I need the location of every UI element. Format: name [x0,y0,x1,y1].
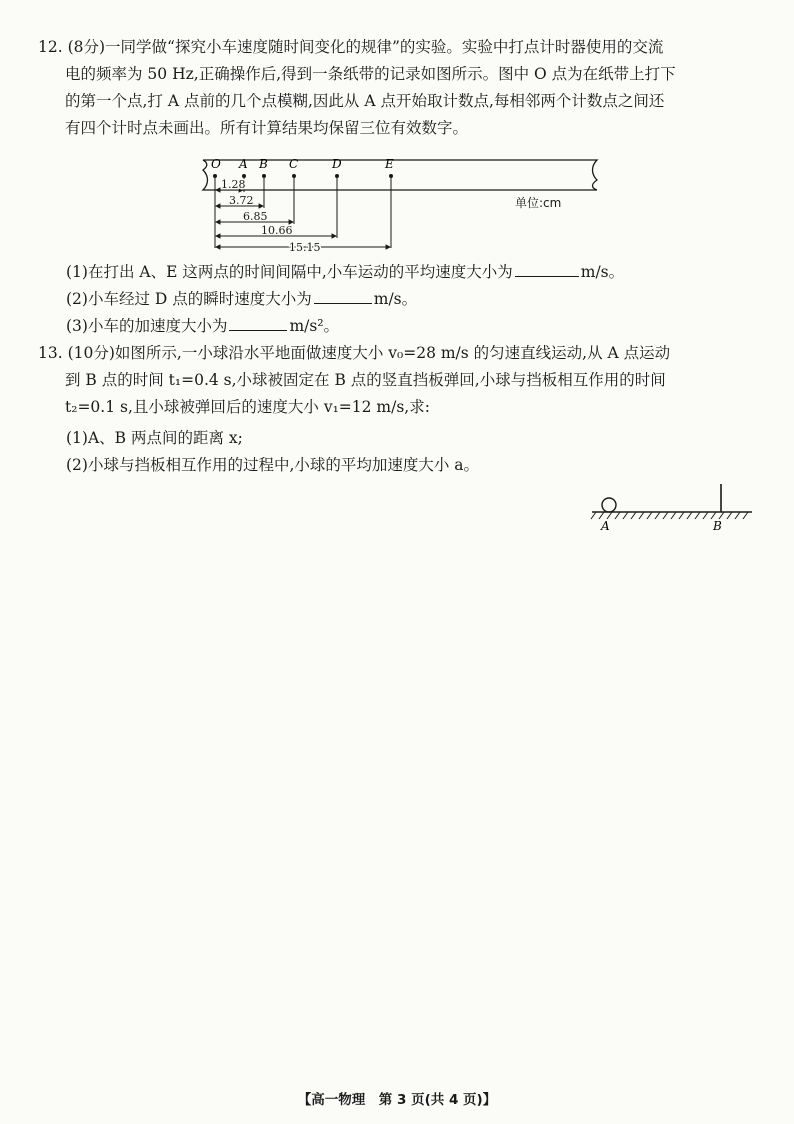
point-label-a: A [239,157,248,171]
point-label-c: C [289,157,299,171]
q12-sub-1-text: (1)在打出 A、E 这两点的时间间隔中,小车运动的平均速度大小为 [66,263,513,281]
distance-label-ob: 3.72 [229,194,254,207]
q12-sub-2-text: (2)小车经过 D 点的瞬时速度大小为 [66,290,312,308]
distance-label-oe: 15.15 [289,241,321,254]
distance-label-od: 10.66 [261,224,293,237]
point-label-e: E [385,157,394,171]
q12-line-3: 的第一个点,打 A 点前的几个点模糊,因此从 A 点开始取计数点,每相邻两个计数点之间还 [65,92,665,110]
distance-label-oa: 1.28 [221,178,246,191]
ball-wall-figure [588,478,758,533]
q12-sub-3 [66,314,339,338]
q13-sub-2: (2)小球与挡板相互作用的过程中,小球的平均加速度大小 a。 [66,456,480,474]
q13-line-2: 到 B 点的时间 t₁=0.4 s,小球被固定在 B 点的竖直挡板弹回,小球与挡板相互作用的时间 [65,371,666,389]
q12-line-2: 电的频率为 50 Hz,正确操作后,得到一条纸带的记录如图所示。图中 O 点为在纸带上打下 [65,65,676,83]
page-footer: 【高一物理 第 3 页(共 4 页)】 [297,1092,497,1108]
answer-blank-1[interactable] [515,262,579,277]
q13-line-3: t₂=0.1 s,且小球被弹回后的速度大小 v₁=12 m/s,求: [65,398,430,416]
answer-blank-2[interactable] [314,289,372,304]
distance-label-oc: 6.85 [243,210,268,223]
q12-sub-2-unit: m/s。 [373,290,418,308]
q12-sub-3-text: (3)小车的加速度大小为 [66,317,228,335]
ball-icon [602,498,616,512]
point-label-d: D [332,157,342,171]
unit-label: 单位:cm [515,196,562,210]
q12-sub-1 [66,260,624,284]
point-label-o: O [211,157,221,171]
q13-sub-1: (1)A、B 两点间的距离 x; [66,429,243,447]
answer-blank-3[interactable] [229,316,287,331]
question-13 [38,340,758,421]
point-label-b: B [259,157,268,171]
label-point-a: A [601,519,610,533]
q12-sub-2 [66,287,417,311]
q13-line-1: 13. (10分)如图所示,一小球沿水平地面做速度大小 v₀=28 m/s 的匀速直线运动,从 A 点运动 [38,344,671,362]
q12-line-4: 有四个计时点未画出。所有计算结果均保留三位有效数字。 [65,119,469,137]
q12-line-1: 12. (8分)一同学做“探究小车速度随时间变化的规律”的实验。实验中打点计时器使用的交流 [38,38,664,56]
label-point-b: B [713,519,722,533]
ground-hatching [591,512,748,519]
q12-sub-3-unit: m/s²。 [289,317,340,335]
q12-sub-1-unit: m/s。 [580,263,625,281]
question-12 [38,34,758,142]
